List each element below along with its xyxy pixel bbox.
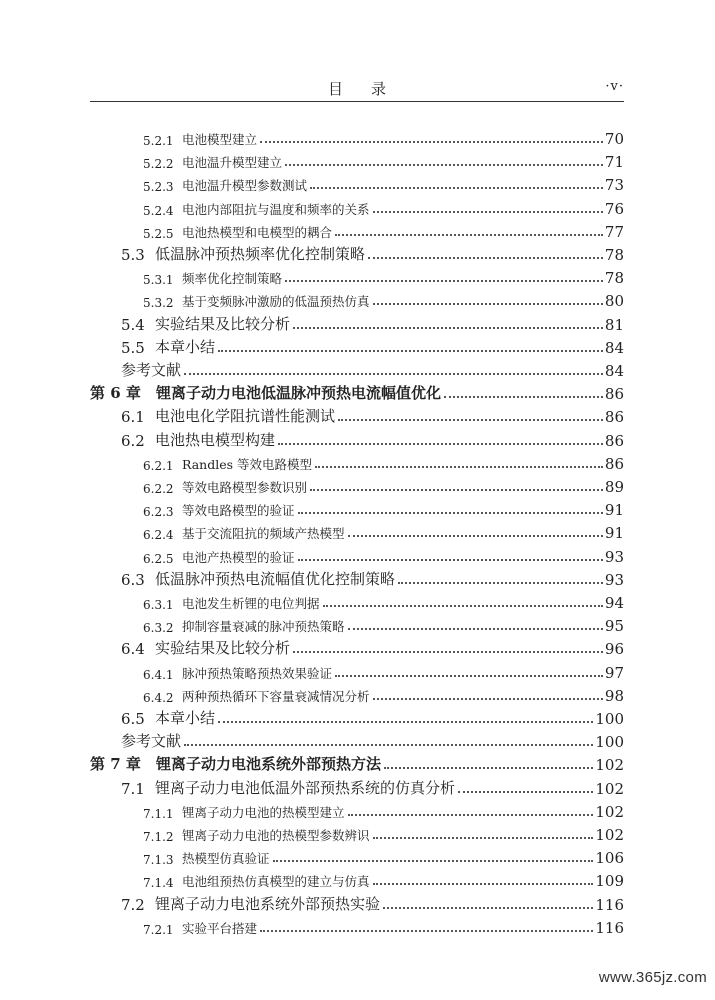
toc-leader-dots bbox=[218, 349, 603, 352]
toc-entry-title: 锂离子动力电池低温脉冲预热电流幅值优化 bbox=[156, 384, 442, 403]
toc-entry-title: 锂离子动力电池的热模型参数辨识 bbox=[182, 828, 370, 843]
toc-entry-title: 本章小结 bbox=[155, 709, 216, 727]
toc-entry-number: 7.1.2 bbox=[143, 830, 174, 844]
toc-leader-dots bbox=[373, 302, 603, 305]
toc-entry-number: 5.2.4 bbox=[143, 203, 174, 218]
toc-entry-title: 锂离子动力电池系统外部预热方法 bbox=[156, 755, 382, 774]
toc-leader-dots bbox=[298, 558, 603, 561]
header-rule bbox=[90, 101, 624, 102]
toc-entry-title: 低温脉冲预热电流幅值优化控制策略 bbox=[155, 569, 396, 588]
toc-entry bbox=[143, 286, 624, 310]
toc-entry-number: 6.2.3 bbox=[143, 505, 174, 520]
toc-entry-page: 102 bbox=[595, 802, 624, 821]
toc-entry-number: 6.2.5 bbox=[143, 551, 174, 566]
toc-entry-page: 94 bbox=[604, 594, 624, 612]
toc-entry-number: 5.4 bbox=[121, 315, 145, 334]
toc-entry bbox=[143, 495, 624, 519]
toc-entry-page: 70 bbox=[604, 130, 624, 148]
toc-entry-number: 5.5 bbox=[121, 338, 145, 357]
toc-leader-dots bbox=[184, 372, 603, 375]
toc-leader-dots bbox=[458, 790, 593, 793]
toc-entry bbox=[143, 843, 624, 867]
toc-entry bbox=[143, 681, 624, 705]
watermark: www.365jz.com bbox=[598, 969, 707, 986]
toc-entry-title: 等效电路模型参数识别 bbox=[182, 480, 308, 495]
toc-entry bbox=[143, 588, 624, 612]
toc-entry-page: 91 bbox=[604, 501, 624, 520]
toc-entry bbox=[90, 750, 624, 774]
toc-leader-dots bbox=[310, 186, 603, 189]
toc-leader-dots bbox=[444, 395, 603, 398]
toc-entry-number: 5.2.2 bbox=[143, 157, 174, 172]
toc-entry-number: 7.2 bbox=[121, 895, 145, 914]
toc-entry bbox=[143, 217, 624, 241]
toc-entry bbox=[121, 402, 624, 426]
toc-entry-page: 78 bbox=[604, 269, 624, 288]
toc-leader-dots bbox=[368, 256, 603, 259]
toc-entry bbox=[121, 727, 624, 751]
toc-entry-number: 6.2 bbox=[121, 431, 145, 450]
toc-entry bbox=[143, 611, 624, 635]
toc-entry-title: 本章小结 bbox=[155, 337, 216, 356]
toc-entry-title: 基于变频脉冲激励的低温预热仿真 bbox=[182, 294, 370, 310]
toc-entry bbox=[143, 820, 624, 844]
header-page-marker: ·v· bbox=[605, 79, 624, 94]
toc-entry bbox=[121, 634, 624, 658]
toc-entry-title: 低温脉冲预热频率优化控制策略 bbox=[155, 245, 366, 263]
toc-entry-number: 6.2.2 bbox=[143, 482, 174, 496]
toc-leader-dots bbox=[383, 906, 593, 909]
toc-entry-page: 102 bbox=[595, 779, 624, 798]
toc-entry-number: 6.3.2 bbox=[143, 621, 174, 636]
toc-entry-page: 100 bbox=[595, 733, 624, 752]
toc-entry-page: 95 bbox=[604, 617, 624, 636]
toc-entry-page: 80 bbox=[604, 292, 624, 311]
toc-entry-title: 电池产热模型的验证 bbox=[182, 549, 295, 565]
toc-leader-dots bbox=[373, 836, 594, 839]
toc-entry-number: 5.3.1 bbox=[143, 273, 174, 288]
toc-entry-number: 6.4.2 bbox=[143, 690, 174, 705]
toc-entry-title: 电池温升模型参数测试 bbox=[182, 178, 308, 194]
toc-entry-page: 106 bbox=[595, 849, 624, 868]
toc-entry-page: 89 bbox=[604, 478, 624, 496]
toc-entry-number: 第 7 章 bbox=[90, 755, 141, 774]
toc-leader-dots bbox=[373, 697, 603, 700]
toc-entry bbox=[143, 472, 624, 496]
toc-entry bbox=[143, 913, 624, 937]
toc-entry-title: 电池组预热仿真模型的建立与仿真 bbox=[182, 874, 370, 890]
toc-entry-page: 76 bbox=[604, 199, 624, 218]
toc-entry bbox=[121, 310, 624, 334]
toc-entry-title: 电池发生析锂的电位判据 bbox=[182, 596, 320, 611]
toc-entry-title: 等效电路模型的验证 bbox=[182, 503, 295, 519]
toc-entry-number: 6.3 bbox=[121, 570, 145, 589]
toc-entry-title: 热模型仿真验证 bbox=[182, 851, 270, 867]
page-header bbox=[90, 78, 624, 100]
toc-entry-number: 6.4 bbox=[121, 640, 145, 659]
toc-entry-title: 电池热电模型构建 bbox=[155, 430, 276, 449]
toc-entry-number: 7.1.1 bbox=[143, 806, 174, 821]
toc-entry-number: 5.2.5 bbox=[143, 226, 174, 241]
toc-entry bbox=[143, 797, 624, 821]
toc-entry-title: 脉冲预热策略预热效果验证 bbox=[182, 665, 333, 681]
toc-leader-dots bbox=[384, 766, 593, 769]
toc-entry-number: 5.2.1 bbox=[143, 134, 174, 148]
toc-leader-dots bbox=[373, 882, 594, 885]
toc-entry bbox=[143, 542, 624, 566]
toc-entry bbox=[121, 774, 624, 798]
toc-leader-dots bbox=[298, 511, 603, 514]
toc-leader-dots bbox=[348, 534, 603, 537]
toc-entry-page: 77 bbox=[604, 222, 624, 241]
toc-entry-number: 5.3 bbox=[121, 246, 145, 264]
toc-entry-title: 频率优化控制策略 bbox=[182, 271, 283, 287]
toc-leader-dots bbox=[293, 326, 603, 329]
toc-leader-dots bbox=[285, 279, 603, 282]
toc-entry bbox=[121, 426, 624, 450]
toc-entry-number: 5.3.2 bbox=[143, 296, 174, 311]
toc-entry bbox=[143, 170, 624, 194]
toc-entry-title: 电池热模型和电模型的耦合 bbox=[182, 224, 333, 240]
toc-entry bbox=[90, 379, 624, 403]
toc-entry bbox=[143, 866, 624, 890]
toc-entry-title: 参考文献 bbox=[121, 732, 182, 751]
toc-leader-dots bbox=[335, 233, 603, 236]
toc-entry-page: 81 bbox=[604, 315, 624, 334]
toc-entry-number: 7.1 bbox=[121, 779, 145, 798]
toc-entry bbox=[121, 565, 624, 589]
toc-entry-title: 电池内部阻抗与温度和频率的关系 bbox=[182, 201, 370, 217]
toc-entry-page: 86 bbox=[604, 385, 624, 404]
toc-entry-title: 锂离子动力电池系统外部预热实验 bbox=[155, 894, 381, 913]
toc-entry bbox=[121, 890, 624, 914]
toc-entry-number: 7.1.3 bbox=[143, 853, 174, 868]
toc-entry-number: 6.2.4 bbox=[143, 528, 174, 543]
toc-entry bbox=[143, 194, 624, 218]
toc-entry-title: 电池模型建立 bbox=[182, 132, 258, 147]
toc-entry-title: 电池电化学阻抗谱性能测试 bbox=[155, 407, 336, 426]
toc-entry-page: 86 bbox=[604, 431, 624, 450]
toc-leader-dots bbox=[315, 465, 603, 468]
toc-entry-number: 7.2.1 bbox=[143, 922, 174, 937]
toc-entry-page: 116 bbox=[595, 895, 624, 914]
toc-entry-page: 116 bbox=[595, 918, 624, 937]
toc-entry-title: 两种预热循环下容量衰减情况分析 bbox=[182, 688, 370, 704]
toc-entry-page: 97 bbox=[604, 663, 624, 682]
header-title: 目录 bbox=[327, 80, 414, 98]
toc-leader-dots bbox=[273, 859, 594, 862]
toc-entry-page: 86 bbox=[604, 408, 624, 427]
toc-entry-title: 基于交流阻抗的频域产热模型 bbox=[182, 526, 345, 542]
toc-entry-page: 96 bbox=[604, 640, 624, 659]
toc-entry-title: 锂离子动力电池低温外部预热系统的仿真分析 bbox=[155, 778, 456, 797]
toc-entry-number: 5.2.3 bbox=[143, 180, 174, 195]
toc-entry-page: 91 bbox=[604, 524, 624, 543]
toc-leader-dots bbox=[373, 210, 603, 213]
toc-entry-number: 7.1.4 bbox=[143, 876, 174, 891]
toc-entry-page: 84 bbox=[604, 362, 624, 380]
toc-entry bbox=[143, 449, 624, 473]
toc-entry-number: 6.1 bbox=[121, 408, 145, 427]
toc-leader-dots bbox=[348, 813, 594, 816]
toc-entry-title: 实验结果及比较分析 bbox=[155, 314, 291, 333]
toc-entry bbox=[143, 658, 624, 682]
toc-entry-number: 第 6 章 bbox=[90, 384, 141, 403]
toc-entry bbox=[143, 518, 624, 542]
toc-entry-page: 78 bbox=[604, 246, 624, 264]
toc-entry-number: 6.2.1 bbox=[143, 458, 174, 473]
toc-entry-number: 6.4.1 bbox=[143, 667, 174, 682]
toc-leader-dots bbox=[335, 674, 603, 677]
toc-entry-title: 实验平台搭建 bbox=[182, 920, 258, 936]
toc-leader-dots bbox=[323, 604, 603, 607]
toc-entry-page: 93 bbox=[604, 570, 624, 589]
toc-entry-page: 71 bbox=[604, 153, 624, 172]
toc-entry-title: 参考文献 bbox=[121, 361, 182, 379]
toc-entry bbox=[121, 704, 624, 728]
toc-entry-title: 实验结果及比较分析 bbox=[155, 639, 291, 658]
toc-entry bbox=[143, 263, 624, 287]
toc-entry-title: Randles 等效电路模型 bbox=[182, 456, 312, 472]
toc-entry-page: 86 bbox=[604, 454, 624, 473]
toc-entry-page: 93 bbox=[604, 547, 624, 566]
toc-leader-dots bbox=[260, 929, 593, 932]
toc-entry-number: 6.3.1 bbox=[143, 598, 174, 612]
toc-leader-dots bbox=[310, 488, 603, 491]
toc-entry-page: 98 bbox=[604, 686, 624, 705]
toc-leader-dots bbox=[278, 442, 603, 445]
toc-leader-dots bbox=[285, 163, 603, 166]
toc-entry-page: 102 bbox=[595, 756, 624, 775]
toc-leader-dots bbox=[260, 140, 603, 143]
toc-entry bbox=[121, 356, 624, 380]
toc-entry-title: 抑制容量衰减的脉冲预热策略 bbox=[182, 619, 345, 635]
toc-entry-page: 109 bbox=[595, 872, 624, 891]
toc-leader-dots bbox=[184, 743, 593, 746]
toc-entry bbox=[143, 147, 624, 171]
toc-leader-dots bbox=[398, 581, 603, 584]
toc-entry-page: 84 bbox=[604, 338, 624, 357]
toc-entry-title: 电池温升模型建立 bbox=[182, 155, 283, 171]
toc-leader-dots bbox=[338, 418, 603, 421]
toc-entry bbox=[143, 124, 624, 148]
toc-leader-dots bbox=[293, 650, 603, 653]
toc-entry-title: 锂离子动力电池的热模型建立 bbox=[182, 804, 345, 820]
toc-entry-page: 102 bbox=[595, 826, 624, 844]
toc-entry-page: 73 bbox=[604, 176, 624, 195]
toc-leader-dots bbox=[348, 627, 603, 630]
toc-entry-number: 6.5 bbox=[121, 710, 145, 728]
toc-entry bbox=[121, 333, 624, 357]
toc-entry-page: 100 bbox=[595, 710, 624, 728]
toc-leader-dots bbox=[218, 720, 593, 723]
toc-entry bbox=[121, 240, 624, 264]
